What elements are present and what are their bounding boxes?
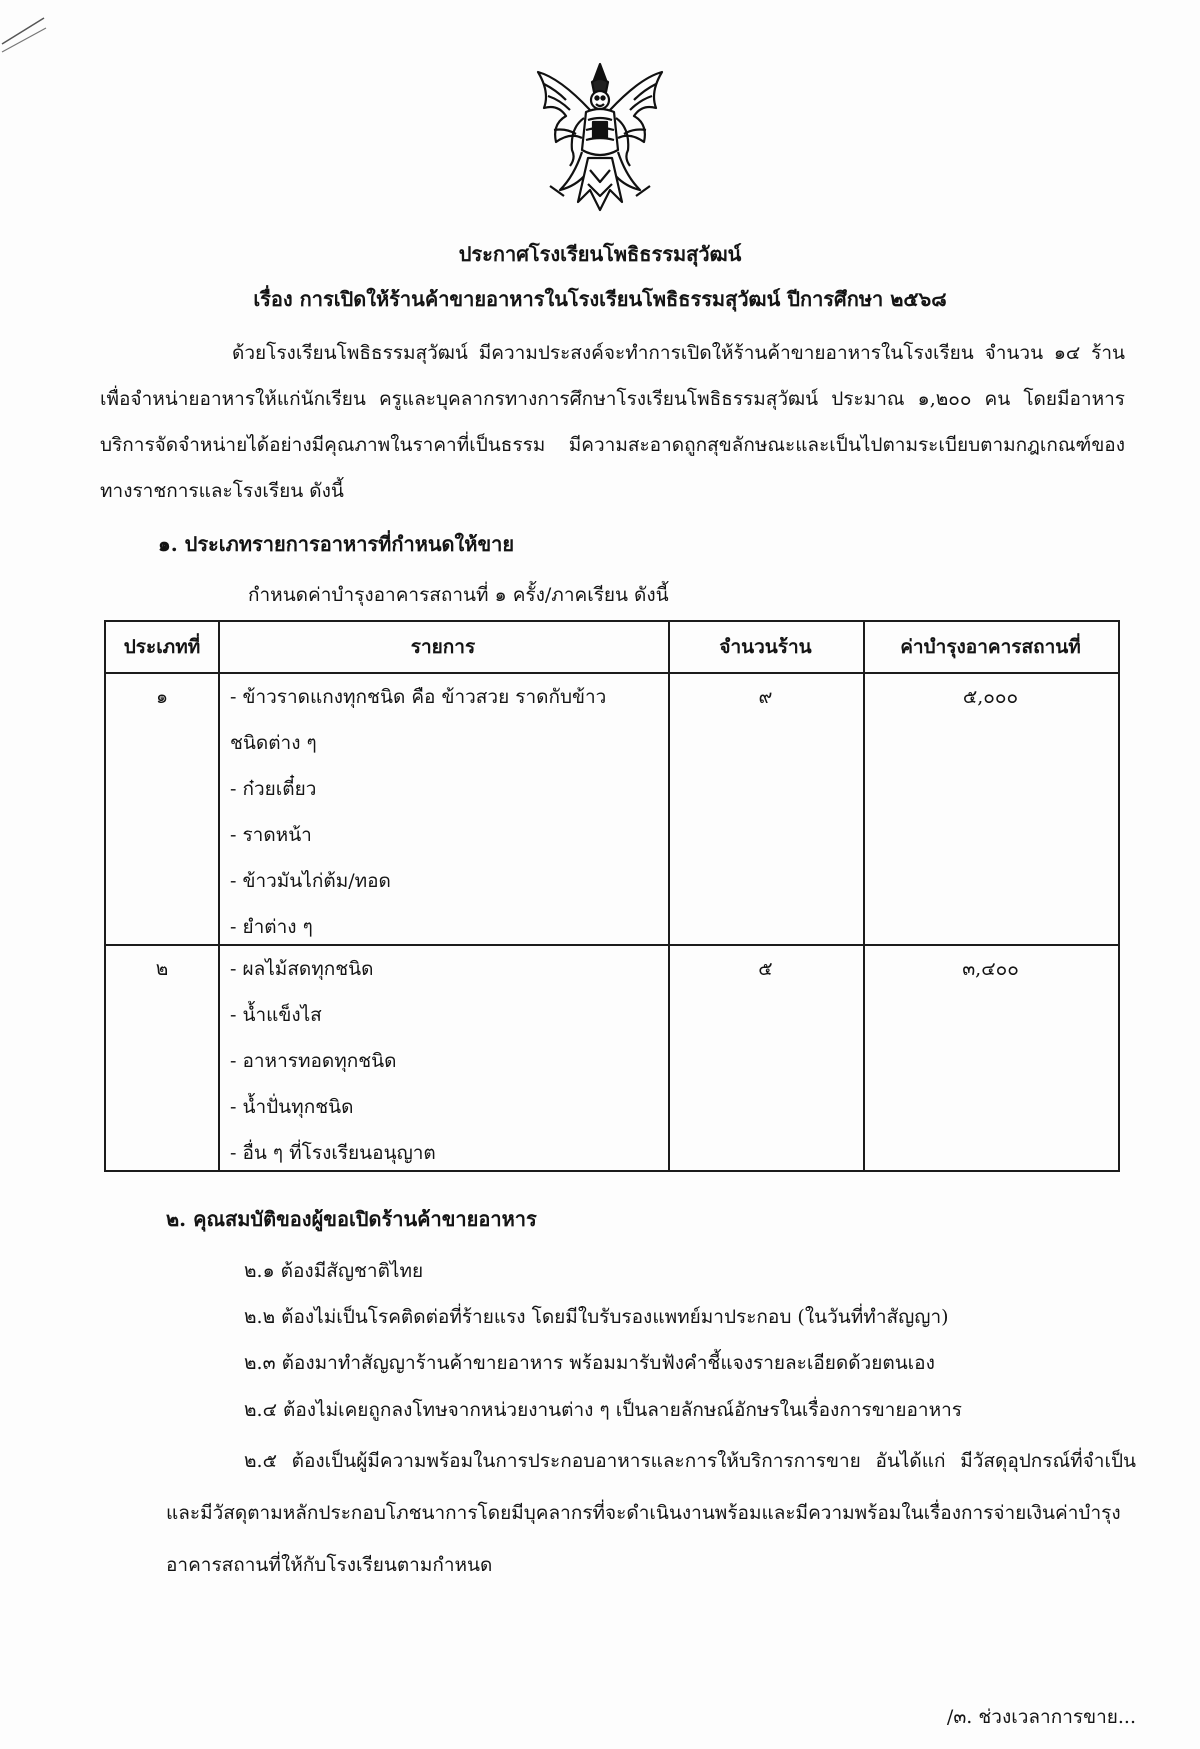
header-fee: ค่าบำรุงอาคารสถานที่ (900, 636, 1081, 658)
header-items: รายการ (410, 636, 476, 658)
row-1-fee: ๕,๐๐๐ (962, 686, 1019, 708)
header-type: ประเภทที่ (123, 636, 201, 658)
qualification-item: ๒.๓ ต้องมาทำสัญญาร้านค้าขายอาหาร พร้อมมารับฟังคำชี้แจงรายละเอียดด้วยตนเอง (244, 1352, 935, 1374)
column-divider (218, 622, 220, 1170)
table-item: - ราดหน้า (230, 824, 312, 846)
section-2-heading: ๒. คุณสมบัติของผู้ขอเปิดร้านค้าขายอาหาร (166, 1207, 537, 1231)
header-shops: จำนวนร้าน (719, 636, 812, 658)
fee-note: กำหนดค่าบำรุงอาคารสถานที่ ๑ ครั้ง/ภาคเรียน ดังนี้ (248, 584, 669, 606)
announcement-title: ประกาศโรงเรียนโพธิธรรมสุวัฒน์ (458, 242, 742, 266)
table-item: - ผลไม้สดทุกชนิด (230, 958, 374, 980)
section-1-heading: ๑. ประเภทรายการอาหารที่กำหนดให้ขาย (158, 532, 515, 556)
table-item: - อื่น ๆ ที่โรงเรียนอนุญาต (230, 1142, 436, 1164)
row-2-items (230, 946, 436, 1176)
row-2-shops: ๕ (758, 958, 773, 980)
qualification-item: ๒.๔ ต้องไม่เคยถูกลงโทษจากหน่วยงานต่าง ๆ เป็นลายลักษณ์อักษรในเรื่องการขายอาหาร (244, 1399, 962, 1421)
table-item: - ข้าวราดแกงทุกชนิด คือ ข้าวสวย ราดกับข้าว (230, 686, 607, 708)
intro-paragraph: ด้วยโรงเรียนโพธิธรรมสุวัฒน์ มีความประสงค์จะทำการเปิดให้ร้านค้าขายอาหารในโรงเรียน จำนวน ๑๔ ร้าน เพื่อจำหน่ายอาหารให้แก่นักเรียน ครูและบุคลากรทางการศึกษาโรงเรียนโพธิธรรมสุวัฒน์ ประมาณ ๑,๒๐๐ คน โดยมีอาหารบริการจัดจำหน่ายได้อย่างมีคุณภาพในราคาที่เป็นธรรม มีความสะอาดถูกสุขลักษณะและเป็นไปตามระเบียบตามกฎเกณฑ์ของทางราชการและโรงเรียน ดังนี้ (100, 342, 1125, 502)
row-2-type: ๒ (155, 958, 169, 980)
garuda-emblem-icon (530, 58, 670, 218)
announcement-subject: เรื่อง การเปิดให้ร้านค้าขายอาหารในโรงเรียนโพธิธรรมสุวัฒน์ ปีการศึกษา ๒๕๖๘ (253, 287, 947, 311)
pen-stroke-mark (0, 14, 50, 54)
qualification-item: ๒.๕ ต้องเป็นผู้มีความพร้อมในการประกอบอาหารและการให้บริการการขาย อันได้แก่ มีวัสดุอุปกรณ์ที่จำเป็นและมีวัสดุตามหลักประกอบโภชนาการโดยมีบุคลากรที่จะดำเนินงานพร้อมและมีความพร้อมในเรื่องการจ่ายเงินค่าบำรุงอาคารสถานที่ให้กับโรงเรียนตามกำหนด (166, 1450, 1136, 1576)
table-item: ชนิดต่าง ๆ (230, 732, 317, 754)
row-1-type: ๑ (155, 686, 169, 708)
food-type-table (104, 620, 1120, 1172)
table-item: - ยำต่าง ๆ (230, 916, 313, 938)
row-1-items (230, 674, 606, 950)
row-1-shops: ๙ (758, 686, 773, 708)
table-item: - น้ำปั่นทุกชนิด (230, 1096, 354, 1118)
continuation-note: /๓. ช่วงเวลาการขาย... (946, 1706, 1136, 1728)
table-item: - ข้าวมันไก่ต้ม/ทอด (230, 870, 391, 892)
row-2-fee: ๓,๔๐๐ (962, 958, 1019, 980)
table-item: - อาหารทอดทุกชนิด (230, 1050, 397, 1072)
qualification-item: ๒.๑ ต้องมีสัญชาติไทย (244, 1260, 424, 1282)
table-item: - ก๋วยเตี๋ยว (230, 778, 317, 800)
qualification-item: ๒.๒ ต้องไม่เป็นโรคติดต่อที่ร้ายแรง โดยมีใบรับรองแพทย์มาประกอบ (ในวันที่ทำสัญญา) (244, 1306, 949, 1328)
table-item: - น้ำแข็งไส (230, 1004, 322, 1026)
